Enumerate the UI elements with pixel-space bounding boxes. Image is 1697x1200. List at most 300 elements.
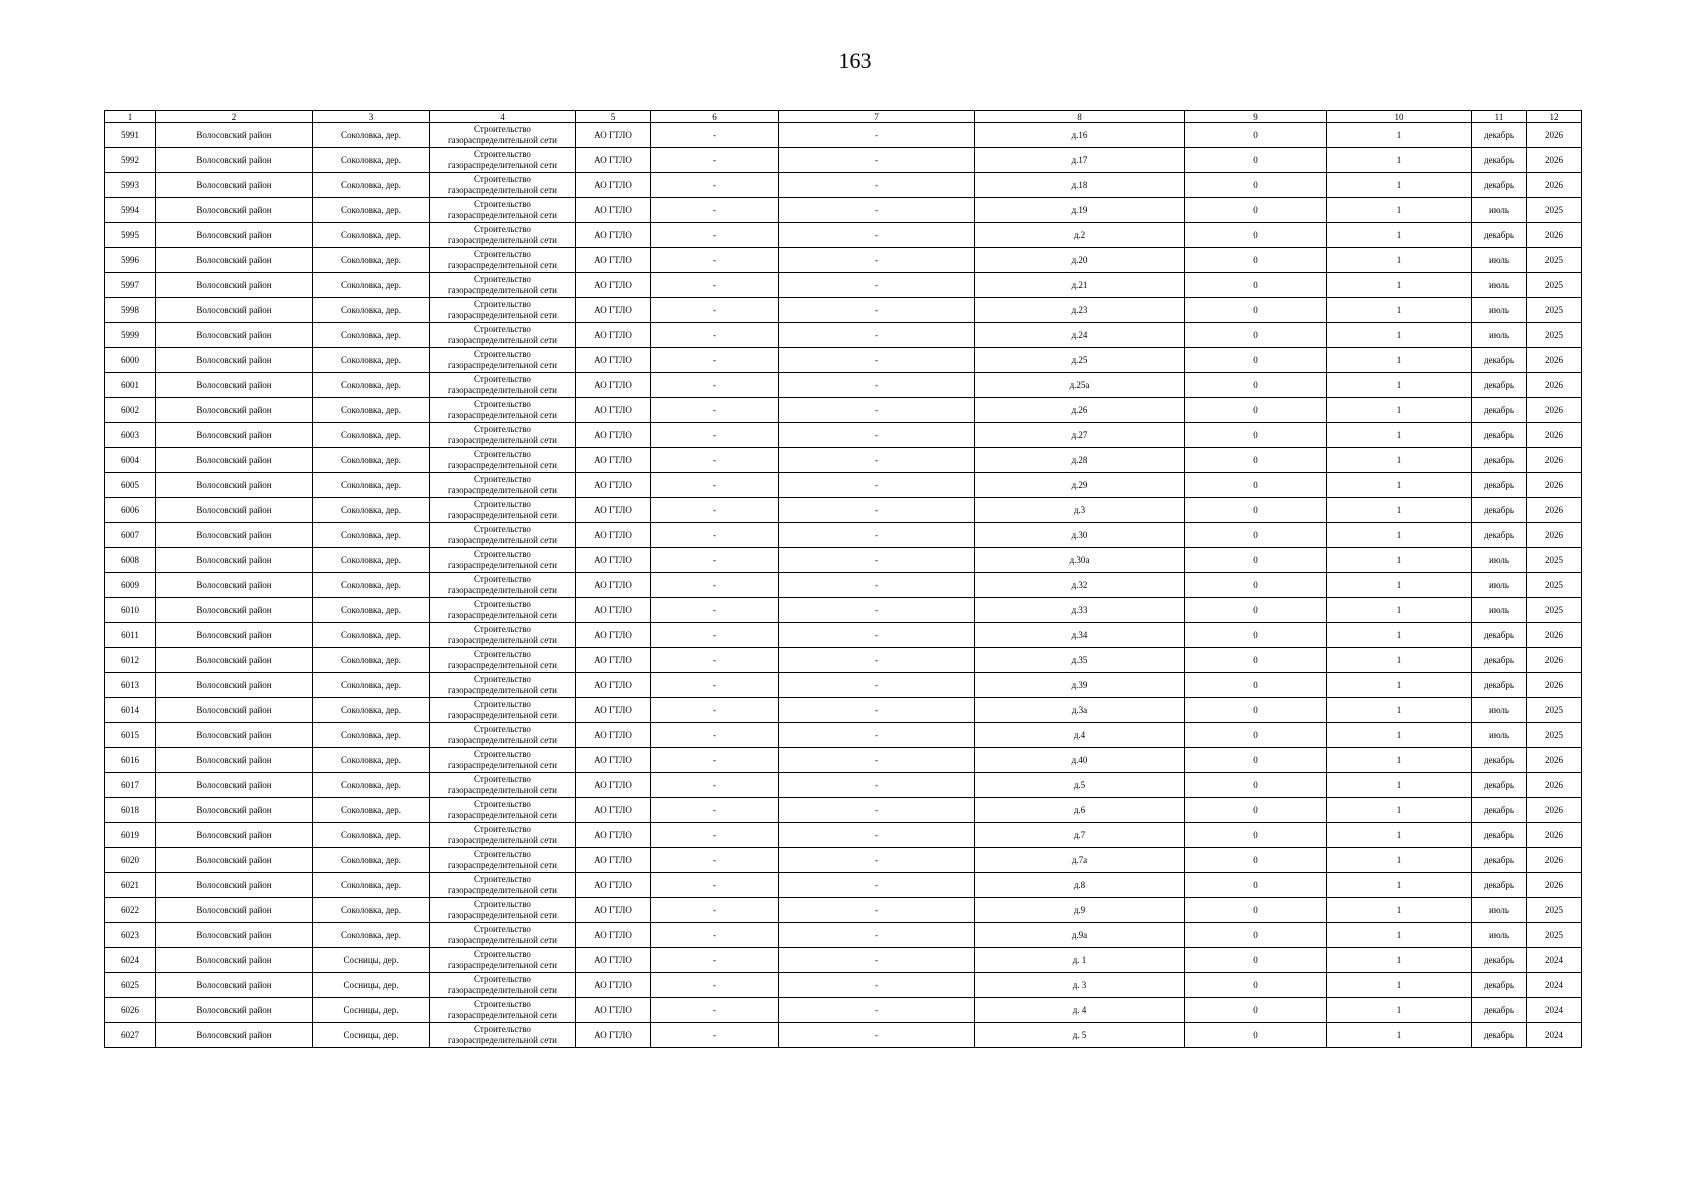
district-cell: Волосовский район: [156, 573, 313, 598]
month-cell: июль: [1472, 573, 1527, 598]
row-number-cell: 6007: [105, 523, 156, 548]
year-cell: 2026: [1527, 848, 1582, 873]
district-cell: Волосовский район: [156, 223, 313, 248]
address-cell: д.6: [975, 798, 1185, 823]
table-row: [105, 348, 1582, 373]
work-type-cell: [430, 298, 576, 323]
district-cell: Волосовский район: [156, 548, 313, 573]
column-9-cell: 0: [1185, 373, 1327, 398]
organization-cell: АО ГТЛО: [576, 398, 651, 423]
table-row: [105, 298, 1582, 323]
row-number-cell: 6014: [105, 698, 156, 723]
column-9-cell: 0: [1185, 973, 1327, 998]
work-type-cell: [430, 623, 576, 648]
year-cell: 2026: [1527, 623, 1582, 648]
work-type-cell: [430, 773, 576, 798]
organization-cell: АО ГТЛО: [576, 348, 651, 373]
column-header: 4: [430, 111, 576, 123]
column-7-cell: -: [779, 848, 975, 873]
column-header: 3: [313, 111, 430, 123]
column-7-cell: -: [779, 823, 975, 848]
column-7-cell: -: [779, 873, 975, 898]
column-6-cell: -: [651, 623, 779, 648]
work-type-line-2: газораспределительной сети: [447, 535, 557, 545]
table-row: [105, 773, 1582, 798]
column-header: 6: [651, 111, 779, 123]
work-type-cell: [430, 398, 576, 423]
column-7-cell: -: [779, 373, 975, 398]
table-row: [105, 923, 1582, 948]
organization-cell: АО ГТЛО: [576, 673, 651, 698]
month-cell: июль: [1472, 323, 1527, 348]
address-cell: д.18: [975, 173, 1185, 198]
column-10-cell: 1: [1327, 973, 1472, 998]
address-cell: д.29: [975, 473, 1185, 498]
column-10-cell: 1: [1327, 273, 1472, 298]
work-type-line-2: газораспределительной сети: [447, 985, 557, 995]
work-type-line-2: газораспределительной сети: [447, 135, 557, 145]
column-7-cell: -: [779, 948, 975, 973]
settlement-cell: Соколовка, дер.: [313, 623, 430, 648]
work-type-cell: [430, 873, 576, 898]
column-7-cell: -: [779, 598, 975, 623]
table-row: [105, 223, 1582, 248]
column-header: 8: [975, 111, 1185, 123]
work-type-line-1: Строительство: [474, 724, 531, 734]
district-cell: Волосовский район: [156, 848, 313, 873]
organization-cell: АО ГТЛО: [576, 898, 651, 923]
work-type-line-1: Строительство: [474, 749, 531, 759]
work-type-cell: [430, 523, 576, 548]
organization-cell: АО ГТЛО: [576, 173, 651, 198]
settlement-cell: Соколовка, дер.: [313, 323, 430, 348]
table-row: [105, 598, 1582, 623]
district-cell: Волосовский район: [156, 173, 313, 198]
address-cell: д. 1: [975, 948, 1185, 973]
address-cell: д.26: [975, 398, 1185, 423]
column-9-cell: 0: [1185, 298, 1327, 323]
work-type-line-2: газораспределительной сети: [447, 360, 557, 370]
year-cell: 2025: [1527, 323, 1582, 348]
column-9-cell: 0: [1185, 998, 1327, 1023]
table-row: [105, 473, 1582, 498]
organization-cell: АО ГТЛО: [576, 448, 651, 473]
work-type-line-2: газораспределительной сети: [447, 435, 557, 445]
settlement-cell: Соколовка, дер.: [313, 698, 430, 723]
district-cell: Волосовский район: [156, 973, 313, 998]
column-7-cell: -: [779, 623, 975, 648]
settlement-cell: Соколовка, дер.: [313, 673, 430, 698]
organization-cell: АО ГТЛО: [576, 773, 651, 798]
column-10-cell: 1: [1327, 523, 1472, 548]
work-type-cell: [430, 1023, 576, 1048]
month-cell: декабрь: [1472, 623, 1527, 648]
settlement-cell: Соколовка, дер.: [313, 798, 430, 823]
month-cell: июль: [1472, 548, 1527, 573]
work-type-cell: [430, 898, 576, 923]
organization-cell: АО ГТЛО: [576, 748, 651, 773]
month-cell: июль: [1472, 923, 1527, 948]
address-cell: д.17: [975, 148, 1185, 173]
column-6-cell: -: [651, 173, 779, 198]
settlement-cell: Соколовка, дер.: [313, 198, 430, 223]
work-type-line-2: газораспределительной сети: [447, 185, 557, 195]
column-6-cell: -: [651, 448, 779, 473]
column-9-cell: 0: [1185, 123, 1327, 148]
work-type-line-1: Строительство: [474, 449, 531, 459]
work-type-line-2: газораспределительной сети: [447, 760, 557, 770]
work-type-line-1: Строительство: [474, 999, 531, 1009]
month-cell: декабрь: [1472, 498, 1527, 523]
column-10-cell: 1: [1327, 373, 1472, 398]
column-10-cell: 1: [1327, 673, 1472, 698]
work-type-line-2: газораспределительной сети: [447, 810, 557, 820]
work-type-line-2: газораспределительной сети: [447, 910, 557, 920]
work-type-line-1: Строительство: [474, 549, 531, 559]
work-type-cell: [430, 573, 576, 598]
row-number-cell: 6003: [105, 423, 156, 448]
column-6-cell: -: [651, 698, 779, 723]
column-7-cell: -: [779, 998, 975, 1023]
year-cell: 2026: [1527, 798, 1582, 823]
address-cell: д.40: [975, 748, 1185, 773]
address-cell: д.32: [975, 573, 1185, 598]
row-number-cell: 5992: [105, 148, 156, 173]
month-cell: декабрь: [1472, 773, 1527, 798]
work-type-cell: [430, 973, 576, 998]
table-row: [105, 998, 1582, 1023]
column-6-cell: -: [651, 723, 779, 748]
column-header: 7: [779, 111, 975, 123]
column-10-cell: 1: [1327, 923, 1472, 948]
month-cell: декабрь: [1472, 398, 1527, 423]
work-type-line-1: Строительство: [474, 699, 531, 709]
address-cell: д.21: [975, 273, 1185, 298]
column-6-cell: -: [651, 273, 779, 298]
column-10-cell: 1: [1327, 448, 1472, 473]
column-9-cell: 0: [1185, 448, 1327, 473]
table-row: [105, 948, 1582, 973]
district-cell: Волосовский район: [156, 498, 313, 523]
year-cell: 2025: [1527, 598, 1582, 623]
table-row: [105, 898, 1582, 923]
table-row: [105, 798, 1582, 823]
year-cell: 2025: [1527, 573, 1582, 598]
work-type-line-1: Строительство: [474, 649, 531, 659]
work-type-cell: [430, 198, 576, 223]
column-10-cell: 1: [1327, 723, 1472, 748]
work-type-cell: [430, 448, 576, 473]
row-number-cell: 6010: [105, 598, 156, 623]
work-type-cell: [430, 473, 576, 498]
work-type-cell: [430, 748, 576, 773]
column-9-cell: 0: [1185, 1023, 1327, 1048]
work-type-line-1: Строительство: [474, 674, 531, 684]
district-cell: Волосовский район: [156, 298, 313, 323]
column-6-cell: -: [651, 773, 779, 798]
work-type-line-1: Строительство: [474, 149, 531, 159]
column-10-cell: 1: [1327, 298, 1472, 323]
month-cell: декабрь: [1472, 873, 1527, 898]
row-number-cell: 6011: [105, 623, 156, 648]
work-type-cell: [430, 498, 576, 523]
column-9-cell: 0: [1185, 398, 1327, 423]
address-cell: д.39: [975, 673, 1185, 698]
address-cell: д.25а: [975, 373, 1185, 398]
work-type-line-1: Строительство: [474, 824, 531, 834]
row-number-cell: 5998: [105, 298, 156, 323]
column-6-cell: -: [651, 123, 779, 148]
column-10-cell: 1: [1327, 173, 1472, 198]
column-7-cell: -: [779, 248, 975, 273]
month-cell: июль: [1472, 198, 1527, 223]
table-row: [105, 973, 1582, 998]
district-cell: Волосовский район: [156, 248, 313, 273]
table-row: [105, 1023, 1582, 1048]
column-9-cell: 0: [1185, 248, 1327, 273]
work-type-cell: [430, 548, 576, 573]
work-type-cell: [430, 123, 576, 148]
work-type-line-2: газораспределительной сети: [447, 335, 557, 345]
settlement-cell: Соколовка, дер.: [313, 848, 430, 873]
table-row: [105, 148, 1582, 173]
column-6-cell: -: [651, 973, 779, 998]
row-number-cell: 5997: [105, 273, 156, 298]
district-cell: Волосовский район: [156, 423, 313, 448]
work-type-line-2: газораспределительной сети: [447, 935, 557, 945]
year-cell: 2026: [1527, 423, 1582, 448]
month-cell: декабрь: [1472, 373, 1527, 398]
table-row: [105, 573, 1582, 598]
district-cell: Волосовский район: [156, 898, 313, 923]
work-type-line-1: Строительство: [474, 374, 531, 384]
address-cell: д.7а: [975, 848, 1185, 873]
year-cell: 2026: [1527, 648, 1582, 673]
settlement-cell: Соколовка, дер.: [313, 423, 430, 448]
organization-cell: АО ГТЛО: [576, 848, 651, 873]
year-cell: 2026: [1527, 173, 1582, 198]
column-7-cell: -: [779, 448, 975, 473]
column-10-cell: 1: [1327, 798, 1472, 823]
work-type-line-1: Строительство: [474, 924, 531, 934]
row-number-cell: 6021: [105, 873, 156, 898]
settlement-cell: Соколовка, дер.: [313, 448, 430, 473]
column-10-cell: 1: [1327, 598, 1472, 623]
row-number-cell: 5995: [105, 223, 156, 248]
district-cell: Волосовский район: [156, 398, 313, 423]
district-cell: Волосовский район: [156, 448, 313, 473]
district-cell: Волосовский район: [156, 648, 313, 673]
settlement-cell: Соколовка, дер.: [313, 148, 430, 173]
work-type-line-2: газораспределительной сети: [447, 885, 557, 895]
column-header: 5: [576, 111, 651, 123]
table-row: [105, 673, 1582, 698]
settlement-cell: Соколовка, дер.: [313, 523, 430, 548]
work-type-line-1: Строительство: [474, 599, 531, 609]
row-number-cell: 6027: [105, 1023, 156, 1048]
column-header: 9: [1185, 111, 1327, 123]
month-cell: декабрь: [1472, 748, 1527, 773]
settlement-cell: Соколовка, дер.: [313, 723, 430, 748]
column-9-cell: 0: [1185, 198, 1327, 223]
organization-cell: АО ГТЛО: [576, 873, 651, 898]
table-row: [105, 723, 1582, 748]
month-cell: декабрь: [1472, 823, 1527, 848]
column-7-cell: -: [779, 548, 975, 573]
organization-cell: АО ГТЛО: [576, 123, 651, 148]
address-cell: д.24: [975, 323, 1185, 348]
table-row: [105, 523, 1582, 548]
year-cell: 2024: [1527, 998, 1582, 1023]
work-type-line-2: газораспределительной сети: [447, 410, 557, 420]
organization-cell: АО ГТЛО: [576, 648, 651, 673]
work-type-line-1: Строительство: [474, 349, 531, 359]
table-row: [105, 848, 1582, 873]
work-type-line-1: Строительство: [474, 274, 531, 284]
column-9-cell: 0: [1185, 873, 1327, 898]
district-cell: Волосовский район: [156, 473, 313, 498]
work-type-line-1: Строительство: [474, 399, 531, 409]
column-9-cell: 0: [1185, 923, 1327, 948]
table-row: [105, 123, 1582, 148]
settlement-cell: Сосницы, дер.: [313, 948, 430, 973]
column-7-cell: -: [779, 773, 975, 798]
column-10-cell: 1: [1327, 1023, 1472, 1048]
organization-cell: АО ГТЛО: [576, 148, 651, 173]
year-cell: 2025: [1527, 698, 1582, 723]
address-cell: д. 5: [975, 1023, 1185, 1048]
column-6-cell: -: [651, 248, 779, 273]
column-7-cell: -: [779, 748, 975, 773]
column-6-cell: -: [651, 298, 779, 323]
district-cell: Волосовский район: [156, 723, 313, 748]
column-6-cell: -: [651, 873, 779, 898]
column-10-cell: 1: [1327, 148, 1472, 173]
column-10-cell: 1: [1327, 773, 1472, 798]
table-row: [105, 498, 1582, 523]
address-cell: д.9: [975, 898, 1185, 923]
year-cell: 2025: [1527, 923, 1582, 948]
row-number-cell: 5996: [105, 248, 156, 273]
column-9-cell: 0: [1185, 548, 1327, 573]
address-cell: д.30а: [975, 548, 1185, 573]
organization-cell: АО ГТЛО: [576, 948, 651, 973]
column-9-cell: 0: [1185, 523, 1327, 548]
settlement-cell: Соколовка, дер.: [313, 173, 430, 198]
month-cell: июль: [1472, 898, 1527, 923]
column-9-cell: 0: [1185, 948, 1327, 973]
address-cell: д.25: [975, 348, 1185, 373]
column-6-cell: -: [651, 948, 779, 973]
work-type-line-2: газораспределительной сети: [447, 710, 557, 720]
column-9-cell: 0: [1185, 348, 1327, 373]
address-cell: д.4: [975, 723, 1185, 748]
column-header: 12: [1527, 111, 1582, 123]
settlement-cell: Соколовка, дер.: [313, 923, 430, 948]
column-6-cell: -: [651, 923, 779, 948]
column-10-cell: 1: [1327, 348, 1472, 373]
work-type-line-2: газораспределительной сети: [447, 510, 557, 520]
column-6-cell: -: [651, 673, 779, 698]
work-type-line-1: Строительство: [474, 424, 531, 434]
address-cell: д.30: [975, 523, 1185, 548]
work-type-line-2: газораспределительной сети: [447, 285, 557, 295]
column-6-cell: -: [651, 848, 779, 873]
month-cell: июль: [1472, 723, 1527, 748]
work-type-line-2: газораспределительной сети: [447, 560, 557, 570]
work-type-cell: [430, 823, 576, 848]
row-number-cell: 6000: [105, 348, 156, 373]
work-type-line-1: Строительство: [474, 1024, 531, 1034]
month-cell: декабрь: [1472, 948, 1527, 973]
row-number-cell: 6024: [105, 948, 156, 973]
settlement-cell: Соколовка, дер.: [313, 298, 430, 323]
month-cell: декабрь: [1472, 123, 1527, 148]
data-table: [104, 110, 1582, 1048]
row-number-cell: 6008: [105, 548, 156, 573]
work-type-line-2: газораспределительной сети: [447, 210, 557, 220]
district-cell: Волосовский район: [156, 773, 313, 798]
month-cell: июль: [1472, 273, 1527, 298]
address-cell: д.5: [975, 773, 1185, 798]
year-cell: 2024: [1527, 1023, 1582, 1048]
month-cell: декабрь: [1472, 148, 1527, 173]
work-type-cell: [430, 848, 576, 873]
organization-cell: АО ГТЛО: [576, 273, 651, 298]
work-type-line-1: Строительство: [474, 249, 531, 259]
column-10-cell: 1: [1327, 223, 1472, 248]
district-cell: Волосовский район: [156, 323, 313, 348]
month-cell: декабрь: [1472, 223, 1527, 248]
organization-cell: АО ГТЛО: [576, 723, 651, 748]
work-type-cell: [430, 423, 576, 448]
work-type-line-1: Строительство: [474, 174, 531, 184]
settlement-cell: Соколовка, дер.: [313, 573, 430, 598]
column-9-cell: 0: [1185, 898, 1327, 923]
work-type-line-2: газораспределительной сети: [447, 385, 557, 395]
column-10-cell: 1: [1327, 648, 1472, 673]
column-7-cell: -: [779, 498, 975, 523]
organization-cell: АО ГТЛО: [576, 973, 651, 998]
table-row: [105, 548, 1582, 573]
column-10-cell: 1: [1327, 698, 1472, 723]
work-type-line-2: газораспределительной сети: [447, 660, 557, 670]
row-number-cell: 6022: [105, 898, 156, 923]
organization-cell: АО ГТЛО: [576, 923, 651, 948]
column-10-cell: 1: [1327, 873, 1472, 898]
column-9-cell: 0: [1185, 273, 1327, 298]
work-type-cell: [430, 723, 576, 748]
column-6-cell: -: [651, 548, 779, 573]
column-6-cell: -: [651, 373, 779, 398]
year-cell: 2025: [1527, 198, 1582, 223]
column-9-cell: 0: [1185, 623, 1327, 648]
column-7-cell: -: [779, 898, 975, 923]
column-6-cell: -: [651, 323, 779, 348]
organization-cell: АО ГТЛО: [576, 198, 651, 223]
column-7-cell: -: [779, 173, 975, 198]
month-cell: декабрь: [1472, 648, 1527, 673]
work-type-cell: [430, 923, 576, 948]
organization-cell: АО ГТЛО: [576, 548, 651, 573]
year-cell: 2026: [1527, 348, 1582, 373]
column-9-cell: 0: [1185, 148, 1327, 173]
row-number-cell: 6023: [105, 923, 156, 948]
settlement-cell: Сосницы, дер.: [313, 973, 430, 998]
district-cell: Волосовский район: [156, 123, 313, 148]
work-type-line-2: газораспределительной сети: [447, 310, 557, 320]
work-type-line-2: газораспределительной сети: [447, 785, 557, 795]
